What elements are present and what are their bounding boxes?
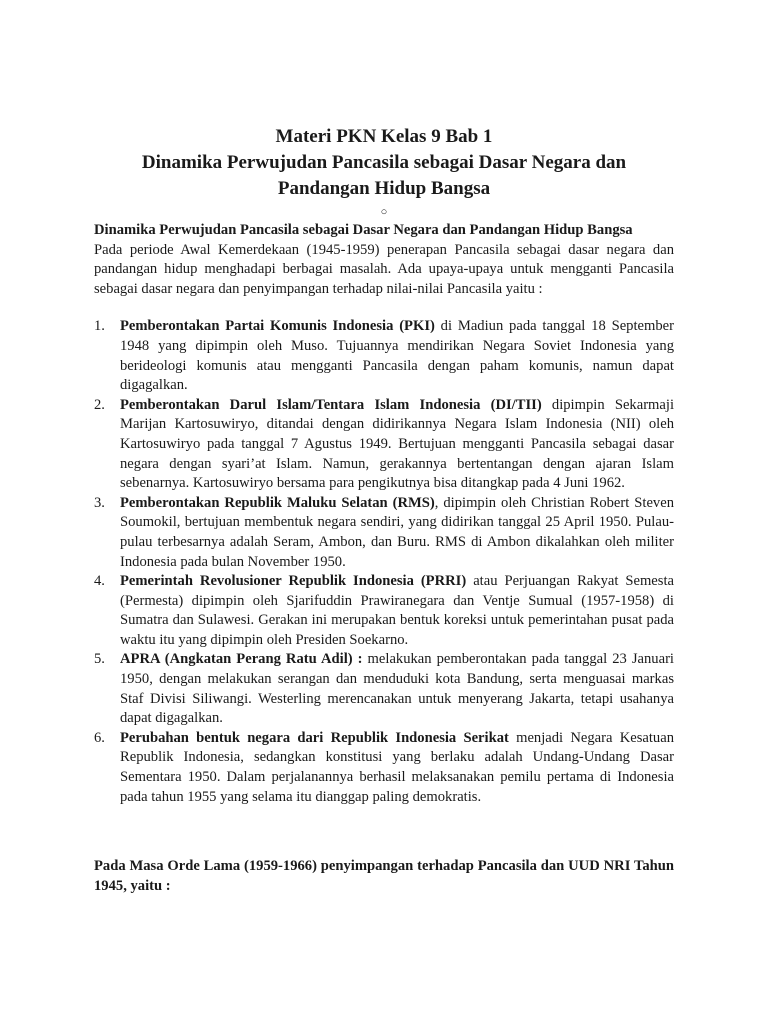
list-item-heading: Perubahan bentuk negara dari Republik Indonesia Serikat bbox=[120, 729, 509, 746]
list-item-text: melakukan pemberontakan pada tanggal 23 Januari 1950, dengan melakukan serangan dan menduduki kota Bandung, serta menguasai markas Staf Divisi Siliwangi. Westerling merencanakan untuk menyerang Jakarta, tetapi usahanya dapat digagalkan. bbox=[120, 651, 674, 727]
list-item-heading: APRA (Angkatan Perang Ratu Adil) : bbox=[120, 651, 363, 668]
section-heading: Dinamika Perwujudan Pancasila sebagai Dasar Negara dan Pandangan Hidup Bangsa bbox=[94, 222, 633, 238]
list-item bbox=[94, 729, 674, 807]
document-body bbox=[94, 221, 674, 896]
list-item-number: 5. bbox=[94, 651, 105, 668]
list-item-number: 2. bbox=[94, 396, 105, 413]
list-item-text: di Madiun pada tanggal 18 September 1948 yang dipimpin oleh Muso. Tujuannya mendirikan Negara Soviet Indonesia yang berideologi komunis atau mengganti Pancasila dengan paham komunis, namun dapat digagalkan. bbox=[120, 318, 674, 394]
page-subtitle-line-1: Dinamika Perwujudan Pancasila sebagai Dasar Negara dan bbox=[141, 152, 627, 173]
closing-heading: Pada Masa Orde Lama (1959-1966) penyimpangan terhadap Pancasila dan UUD NRI Tahun 1945, yaitu : bbox=[94, 858, 674, 894]
title-block bbox=[80, 124, 688, 202]
list-item-text: dipimpin Sekarmaji Marijan Kartosuwiryo, ditandai dengan didirikannya Negara Islam Indonesia (NII) oleh Kartosuwiryo pada tanggal 7 Agustus 1949. Bertujuan mengganti Pancasila sebagai dasar negara dengan syari’at Islam. Namun, gerakannya bertentangan dengan ajaran Islam sebenarnya. Kartosuwiryo bersama para pengikutnya bisa ditangkap pada 4 Juni 1962. bbox=[120, 396, 675, 492]
list-item-heading: Pemberontakan Darul Islam/Tentara Islam Indonesia (DI/TII) bbox=[120, 396, 542, 413]
rebellion-list bbox=[94, 317, 674, 807]
circle-bullet-icon: ○ bbox=[380, 206, 388, 218]
list-item-number: 6. bbox=[94, 729, 105, 746]
list-item-text: atau Perjuangan Rakyat Semesta (Permesta) dipimpin oleh Sjarifuddin Prawiranegara dan Ventje Sumual (1957-1958) di Sumatra dan Sulawesi. Gerakan ini merupakan bentuk koreksi untuk pemerintahan pusat pada waktu itu yang dipimpin oleh Presiden Soekarno. bbox=[120, 573, 674, 648]
list-item bbox=[94, 650, 674, 728]
list-item-text: , dipimpin oleh Christian Robert Steven Soumokil, bertujuan membentuk negara sendiri, yang didirikan tanggal 25 April 1950. Pulau-pulau terbesarnya adalah Seram, Ambon, dan Buru. RMS di Ambon dikalahkan oleh militer Indonesia pada bulan November 1950. bbox=[120, 494, 674, 570]
list-item-number: 4. bbox=[94, 573, 105, 590]
list-item-number: 3. bbox=[94, 494, 105, 511]
page-subtitle-line-2: Pandangan Hidup Bangsa bbox=[277, 178, 491, 199]
list-item-number: 1. bbox=[94, 318, 105, 335]
list-item bbox=[94, 396, 674, 494]
list-item-heading: Pemberontakan Republik Maluku Selatan (RMS) bbox=[120, 494, 435, 511]
list-item-text: menjadi Negara Kesatuan Republik Indonesia, sedangkan konstitusi yang berlaku adalah Undang-Undang Dasar Sementara 1950. Dalam perjalanannya berhasil melaksanakan pemilu pertama di Indonesia pada tahun 1955 yang selama itu dianggap paling demokratis. bbox=[120, 729, 674, 805]
list-item-heading: Pemberontakan Partai Komunis Indonesia (PKI) bbox=[120, 318, 435, 335]
intro-paragraph: Pada periode Awal Kemerdekaan (1945-1959) penerapan Pancasila sebagai dasar negara dan pandangan hidup menghadapi berbagai masalah. Ada upaya-upaya untuk mengganti Pancasila sebagai dasar negara dan penyimpangan terhadap nilai-nilai Pancasila yaitu : bbox=[94, 241, 674, 297]
page-title: Materi PKN Kelas 9 Bab 1 bbox=[275, 126, 493, 147]
list-item bbox=[94, 317, 674, 395]
list-item bbox=[94, 494, 674, 572]
list-item-heading: Pemerintah Revolusioner Republik Indonesia (PRRI) bbox=[120, 573, 467, 590]
list-item bbox=[94, 572, 674, 650]
